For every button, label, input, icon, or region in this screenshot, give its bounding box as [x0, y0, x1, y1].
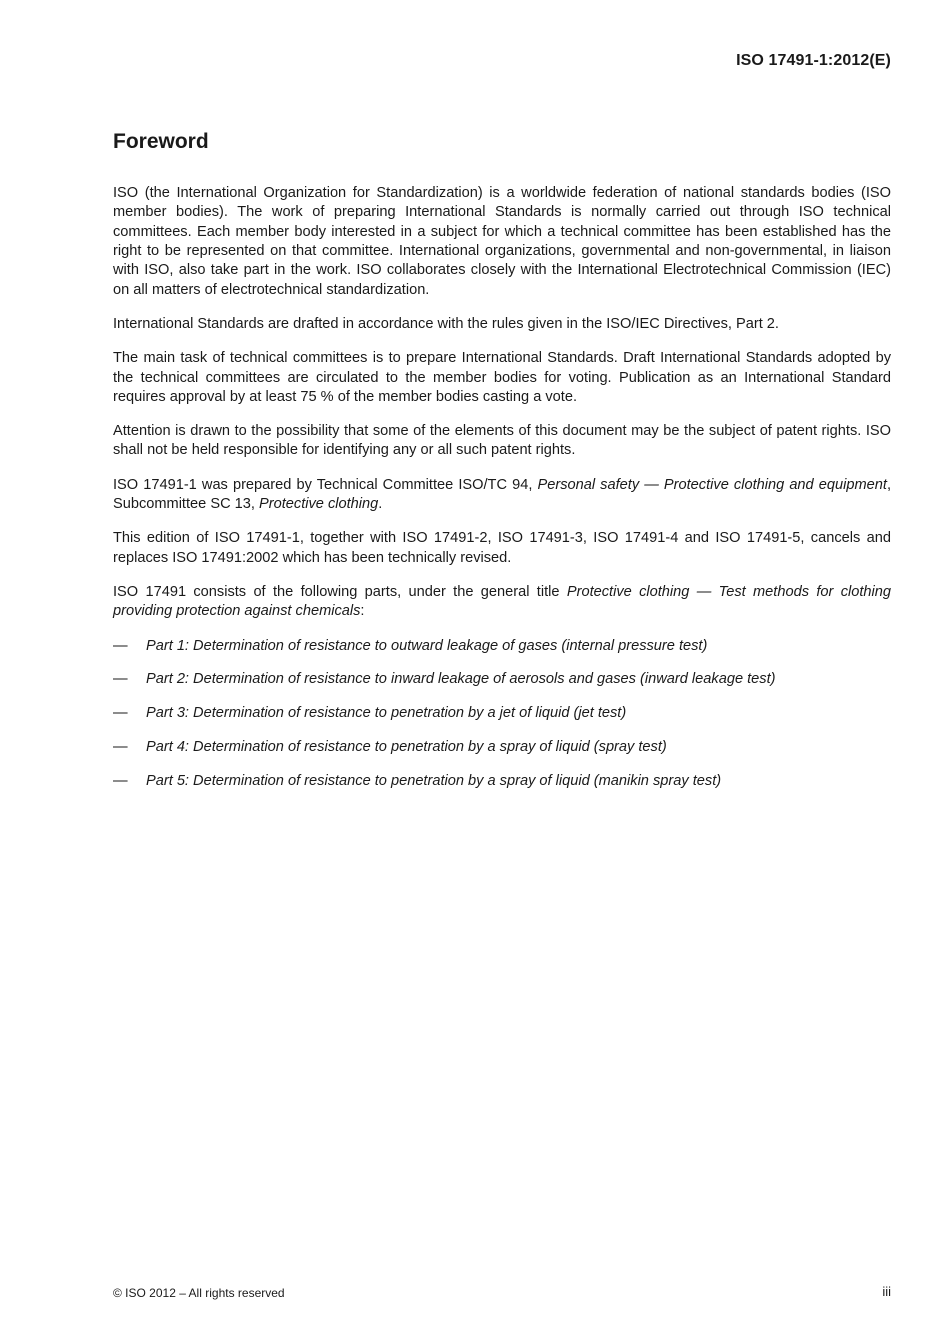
list-item — [113, 772, 891, 791]
list-item — [113, 637, 891, 656]
prepared-by-end: . — [378, 496, 383, 513]
part-title: Part 2: Determination of resistance to inward leakage of aerosols and gases (inward leakage test) — [146, 671, 776, 688]
list-item — [113, 670, 891, 689]
sc-title: Protective clothing — [259, 496, 379, 513]
list-dash: — — [113, 772, 128, 789]
parts-list — [113, 637, 891, 791]
list-item — [113, 704, 891, 723]
part-title: Part 3: Determination of resistance to penetration by a jet of liquid (jet test) — [146, 705, 627, 722]
list-dash: — — [113, 738, 128, 755]
paragraph-directives: International Standards are drafted in accordance with the rules given in the ISO/IEC Directives, Part 2. — [113, 315, 779, 332]
general-title: Protective clothing — Test methods for clothing providing protection against chemicals — [113, 583, 891, 620]
tc-title: Personal safety — Protective clothing and equipment — [537, 476, 887, 493]
document-id-header: ISO 17491-1:2012(E) — [736, 52, 891, 69]
part-title: Part 5: Determination of resistance to penetration by a spray of liquid (manikin spray test) — [146, 772, 722, 789]
paragraph-prepared-by — [113, 476, 891, 515]
copyright-footer: © ISO 2012 – All rights reserved — [113, 1286, 285, 1300]
foreword-content — [113, 129, 891, 806]
list-dash: — — [113, 671, 128, 688]
prepared-by-lead: ISO 17491-1 was prepared by Technical Committee ISO/TC 94, — [113, 476, 538, 493]
parts-intro-lead: ISO 17491 consists of the following parts, under the general title — [113, 583, 567, 600]
part-title: Part 1: Determination of resistance to outward leakage of gases (internal pressure test) — [146, 637, 708, 654]
paragraph-edition: This edition of ISO 17491-1, together with ISO 17491-2, ISO 17491-3, ISO 17491-4 and ISO 17491-5, cancels and replaces ISO 17491:2002 which has been technically revised. — [113, 530, 891, 566]
paragraph-parts-intro — [113, 583, 891, 622]
list-dash: — — [113, 705, 128, 722]
part-title: Part 4: Determination of resistance to penetration by a spray of liquid (spray test) — [146, 738, 667, 755]
page-number: iii — [882, 1284, 891, 1299]
paragraph-patents: Attention is drawn to the possibility that some of the elements of this document may be the subject of patent rights. ISO shall not be held responsible for identifying any or all such patent rights. — [113, 423, 891, 459]
list-dash: — — [113, 637, 128, 654]
paragraph-iso-intro: ISO (the International Organization for Standardization) is a worldwide federation of national standards bodies (ISO member bodies). The work of preparing International Standards is normally carried out through ISO technical committees. Each member body interested in a subject for which a technical committee has been established has the right to be represented on that committee. International organizations, governmental and non-governmental, in liaison with ISO, also take part in the work. ISO collaborates closely with the International Electrotechnical Commission (IEC) on all matters of electrotechnical standardization. — [113, 185, 891, 298]
list-item — [113, 738, 891, 757]
prepared-by-mid: , Subcommittee SC 13, — [113, 476, 891, 513]
paragraph-committees: The main task of technical committees is to prepare International Standards. Draft International Standards adopted by the technical committees are circulated to the member bodies for voting. Publication as an International Standard requires approval by at least 75 % of the member bodies casting a vote. — [113, 350, 891, 405]
page-title: Foreword — [113, 130, 209, 153]
parts-intro-end: : — [360, 603, 365, 620]
